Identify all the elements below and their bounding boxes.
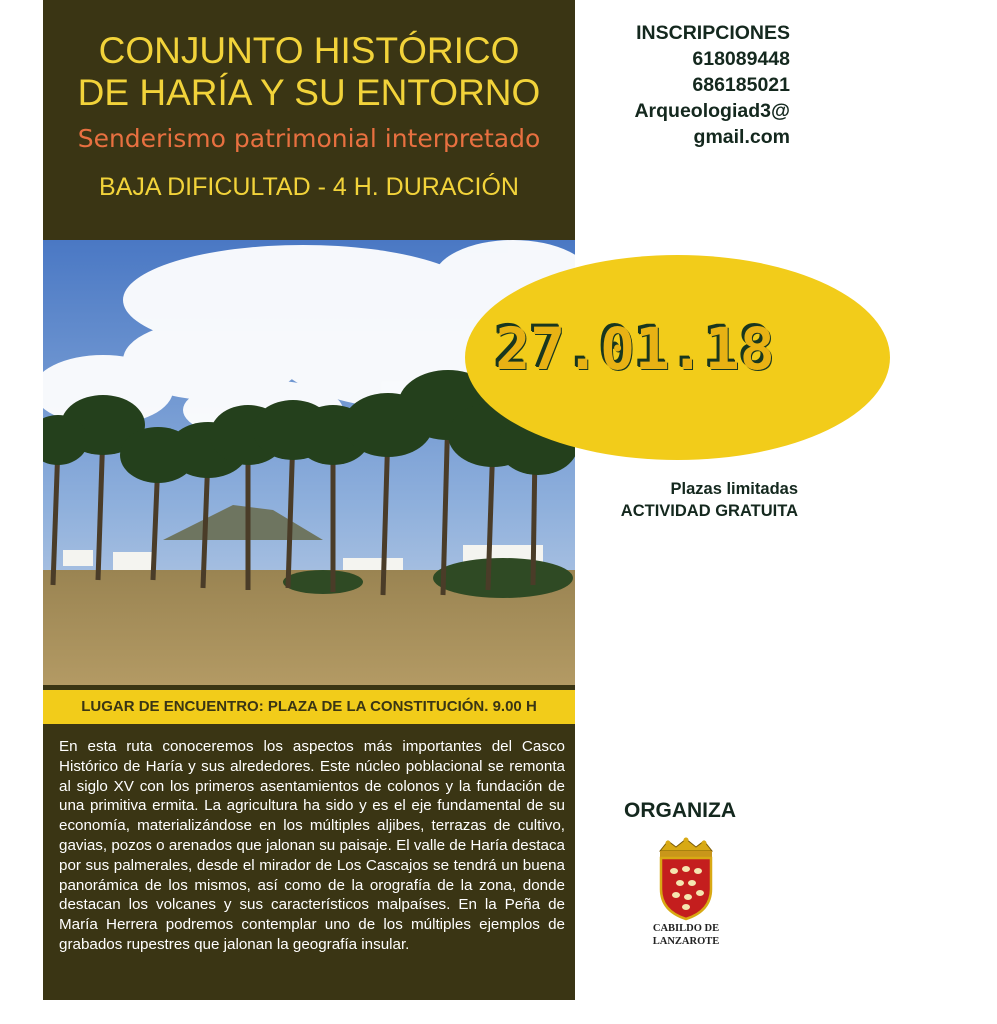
organizer-name-line-1: CABILDO DE [652,923,720,934]
description-text: En esta ruta conoceremos los aspectos más importantes del Casco Histórico de Haría y sus alrededores. Este núcleo poblacional se remonta al siglo XV con los primeros asentamientos de colonos y la fundación de una primitiva ermita. La agricultura ha sido y es el eje fundamental de su economía, materializándose en los múltiples aljibes, terrazas de cultivo, gavias, pozos o arenados que jalonan su paisaje. El valle de Haría destaca por sus palmerales, desde el mirador de Los Cascajos se tendrá un buena panorámica de los mismos, así como de la orografía de la zona, donde destacan los volcanes y sus característicos malpaíses. En la Peña de María Herrera podremos contemplar uno de los múltiples ejemplos de grabados rupestres que jalonan la geografía insular. [59,738,565,953]
availability-block [560,478,798,522]
places-limited: Plazas limitadas [670,480,798,498]
inscriptions-block [590,20,790,150]
inscriptions-label: INSCRIPCIONES [636,22,790,44]
poster-subtitle: Senderismo patrimonial interpretado [77,124,541,153]
meeting-point-bar [43,685,575,735]
free-activity: ACTIVIDAD GRATUITA [620,502,798,520]
title-line-2: DE HARÍA Y SU ENTORNO [77,72,541,113]
title-line-1: CONJUNTO HISTÓRICO [98,30,520,71]
email-line-2: gmail.com [693,126,790,148]
poster-title [43,30,575,114]
header-panel [43,0,575,240]
difficulty-duration: BAJA DIFICULTAD - 4 H. DURACIÓN [99,173,519,201]
email-line-1: Arqueologiad3@ [634,100,790,122]
phone-1: 618089448 [692,48,790,70]
meeting-point-text: LUGAR DE ENCUENTRO: PLAZA DE LA CONSTITUCIÓN. 9.00 H [43,690,575,724]
organizer-name [620,922,752,948]
organizer-label: ORGANIZA [624,799,736,822]
event-date: 27.01.18 [495,315,775,383]
organizer-name-line-2: LANZAROTE [652,936,720,947]
cabildo-shield-icon [654,837,718,921]
route-description [43,735,575,1000]
phone-2: 686185021 [692,74,790,96]
